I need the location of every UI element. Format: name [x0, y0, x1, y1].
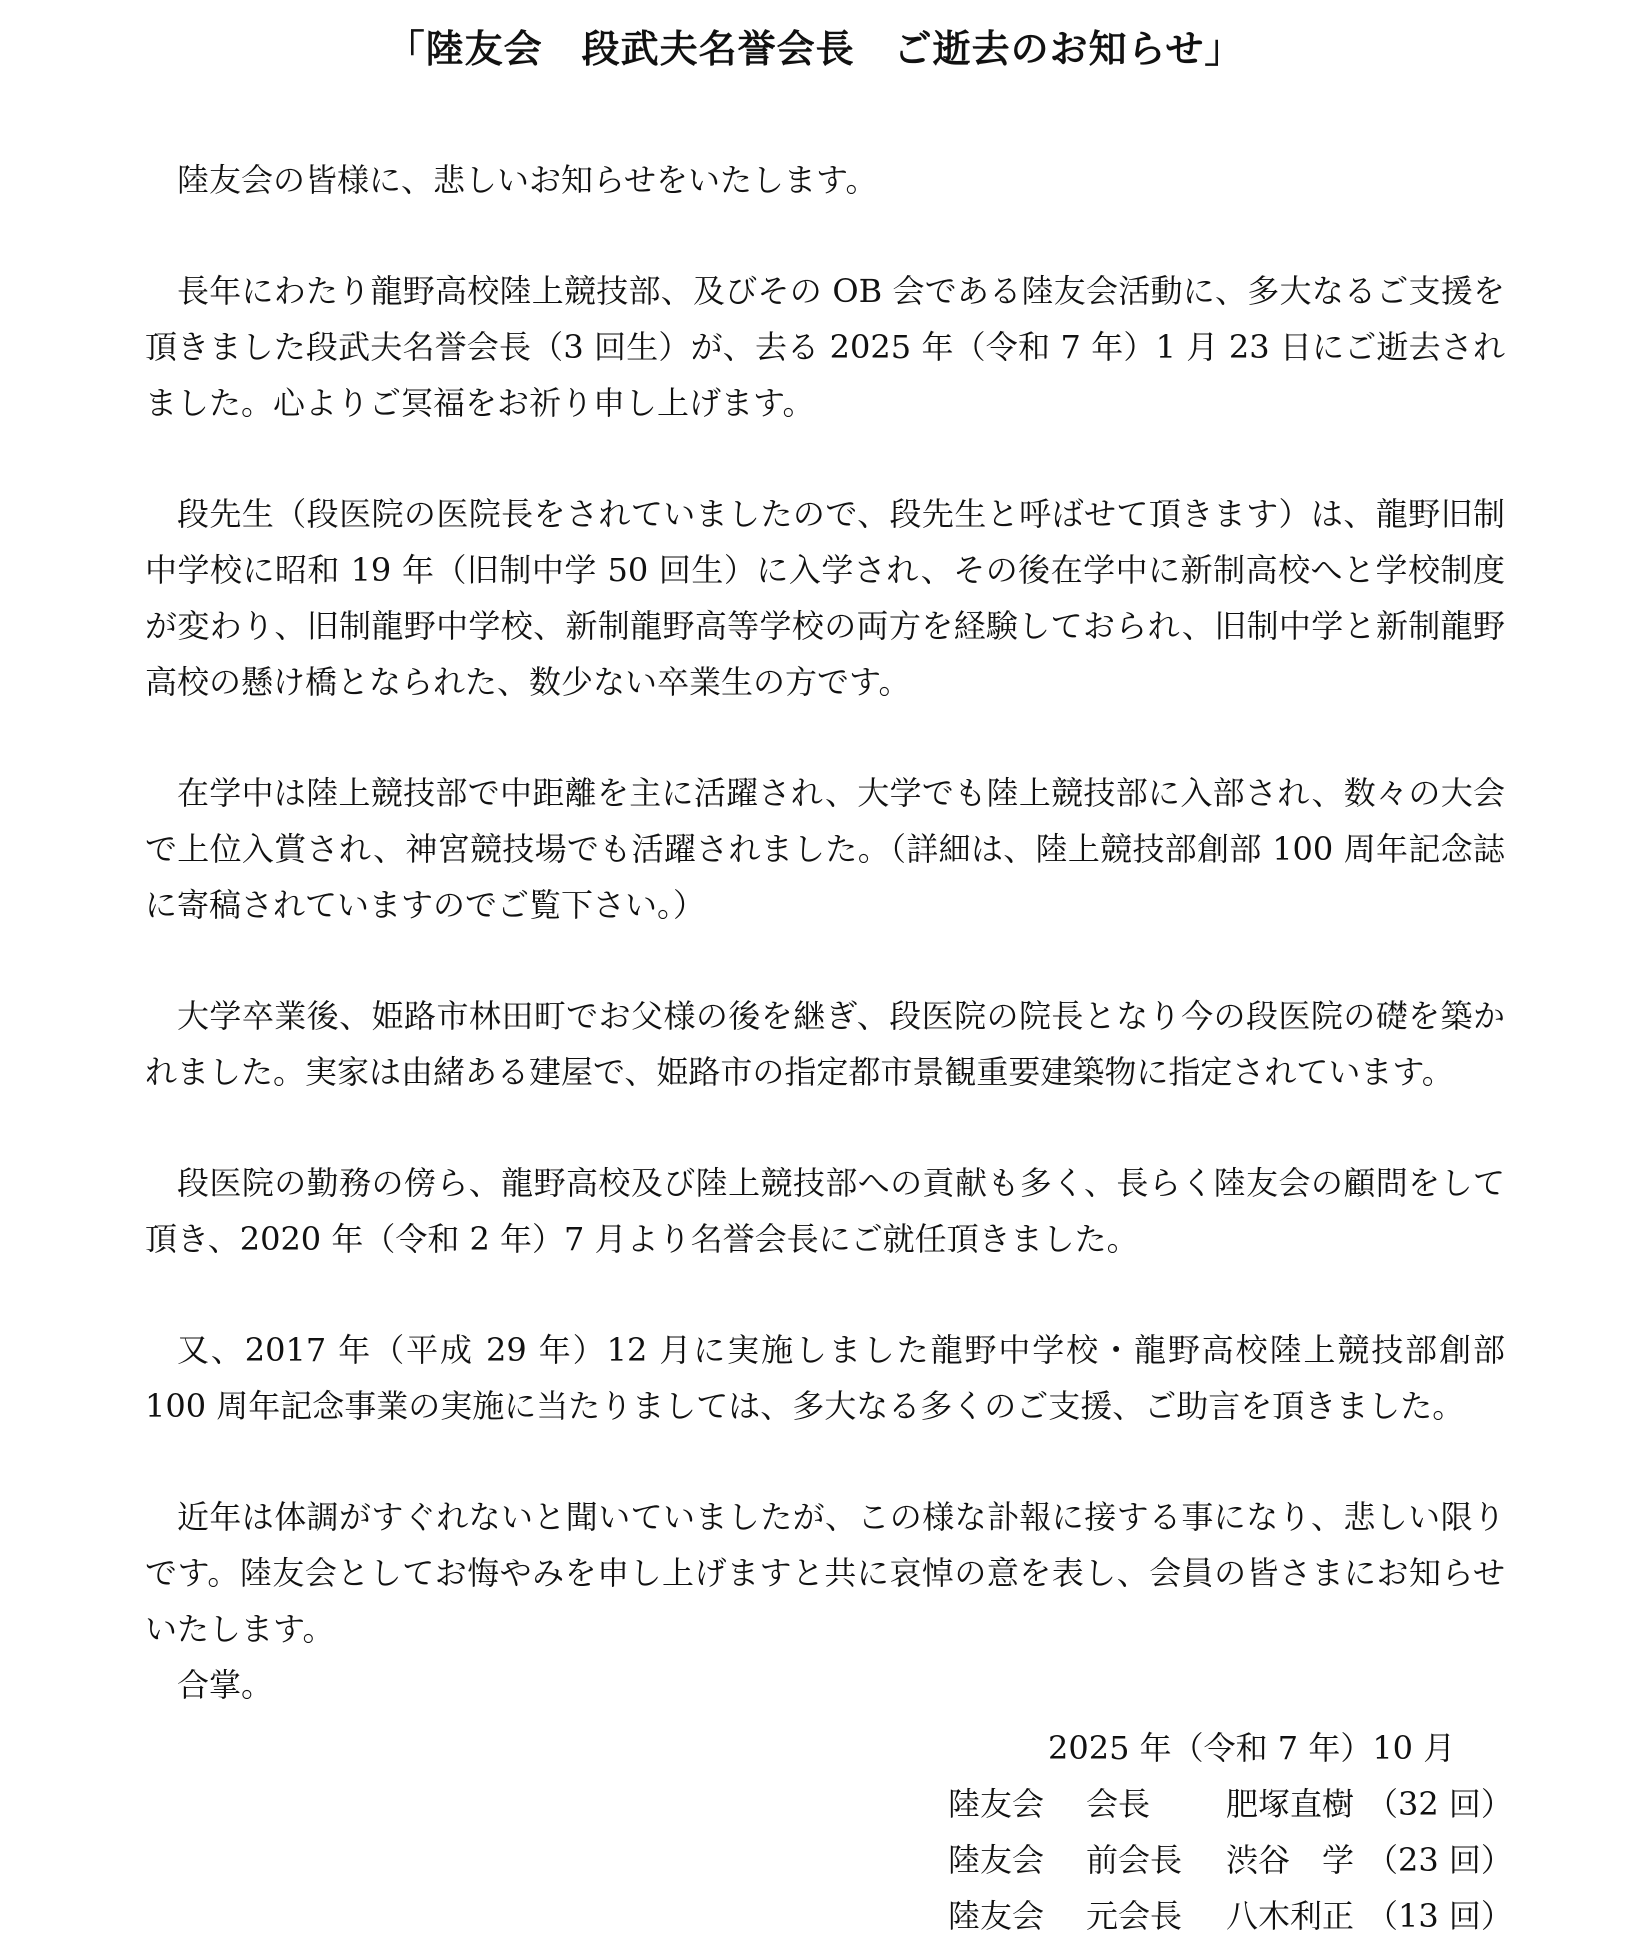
signer-org: 陸友会 [948, 1841, 1045, 1879]
paragraph-contribution: 段医院の勤務の傍ら、龍野高校及び陸上競技部への貢献も多く、長らく陸友会の顧問をして頂き、2020 年（令和 2 年）7 月より名誉会長にご就任頂きました。 [145, 1164, 1505, 1258]
paragraph-career: 大学卒業後、姫路市林田町でお父様の後を継ぎ、段医院の院長となり今の段医院の礎を築かれました。実家は由緒ある建屋で、姫路市の指定都市景観重要建築物に指定されています。 [145, 997, 1505, 1091]
paragraph-centennial: 又、2017 年（平成 29 年）12 月に実施しました龍野中学校・龍野高校陸上競技部創部 100 周年記念事業の実施に当たりましては、多大なる多くのご支援、ご助言を頂きました。 [145, 1331, 1505, 1425]
closing-remark: 合掌。 [177, 1666, 274, 1704]
signer-name: 肥塚直樹 [1226, 1785, 1355, 1823]
signer-row [948, 1832, 1513, 1888]
document-body [145, 152, 1505, 1713]
signature-date: 2025 年（令和 7 年）10 月 [1048, 1729, 1456, 1767]
paragraph-athletics: 在学中は陸上競技部で中距離を主に活躍され、大学でも陸上競技部に入部され、数々の大会で上位入賞され、神宮競技場でも活躍されました。（詳細は、陸上競技部創部 100 周年記念誌に寄稿されていますのでご覧下さい。） [145, 774, 1505, 924]
signature-block [948, 1720, 1513, 1944]
document-title: 「陸友会 段武夫名誉会長 ご逝去のお知らせ」 [386, 26, 1244, 71]
signer-org: 陸友会 [948, 1897, 1045, 1935]
greeting-paragraph: 陸友会の皆様に、悲しいお知らせをいたします。 [177, 161, 878, 199]
paragraph-condolence: 近年は体調がすぐれないと聞いていましたが、この様な訃報に接する事になり、悲しい限りです。陸友会としてお悔やみを申し上げますと共に哀悼の意を表し、会員の皆さまにお知らせいたします。 [145, 1498, 1505, 1648]
signer-row [948, 1888, 1513, 1944]
signer-role: 会長 [1086, 1785, 1151, 1823]
signer-term: （13 回） [1366, 1897, 1513, 1935]
signer-role: 前会長 [1086, 1841, 1183, 1879]
signer-term: （32 回） [1366, 1785, 1513, 1823]
signer-name: 八木利正 [1226, 1897, 1355, 1935]
paragraph-school-history: 段先生（段医院の医院長をされていましたので、段先生と呼ばせて頂きます）は、龍野旧制中学校に昭和 19 年（旧制中学 50 回生）に入学され、その後在学中に新制高校へと学校制度が変わり、旧制龍野中学校、新制龍野高等学校の両方を経験しておられ、旧制中学と新制龍野高校の懸け橋となられた、数少ない卒業生の方です。 [145, 495, 1505, 701]
signer-term: （23 回） [1366, 1841, 1513, 1879]
signer-role: 元会長 [1086, 1897, 1183, 1935]
paragraph-passing: 長年にわたり龍野高校陸上競技部、及びその OB 会である陸友会活動に、多大なるご支援を頂きました段武夫名誉会長（3 回生）が、去る 2025 年（令和 7 年）1 月 23 日にご逝去されました。心よりご冥福をお祈り申し上げます。 [145, 272, 1505, 422]
signer-org: 陸友会 [948, 1785, 1045, 1823]
signer-name: 渋谷 学 [1226, 1841, 1355, 1879]
signer-row [948, 1776, 1513, 1832]
